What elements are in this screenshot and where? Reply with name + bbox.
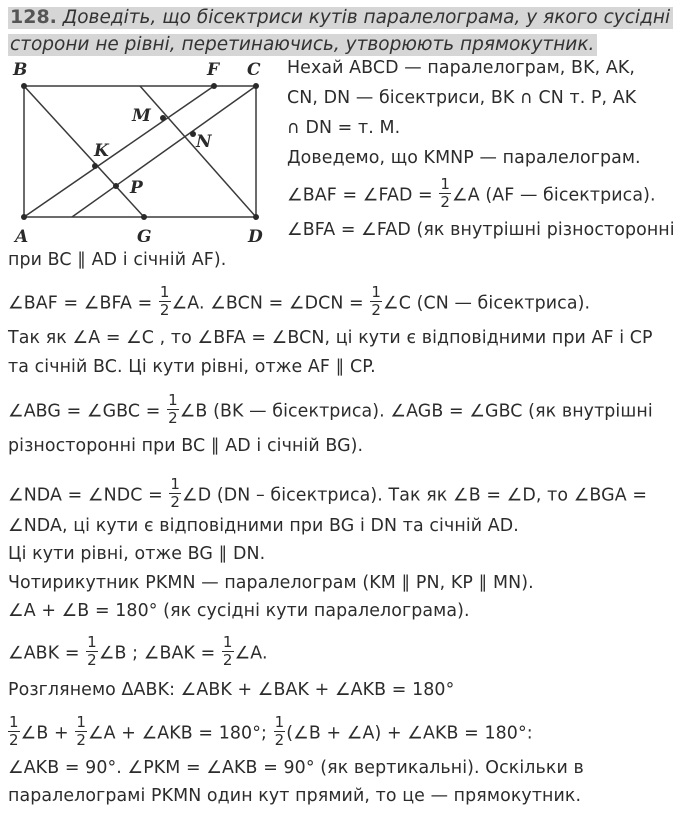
solution-line-5 <box>287 175 656 211</box>
fraction-denominator: 2 <box>170 493 181 511</box>
fraction-numerator: 1 <box>76 713 86 731</box>
solution-line-9: Так як ∠A = ∠C , то ∠BFA = ∠BCN, ці кути є відповідними при AF і CP <box>8 328 653 348</box>
text-segment: (∠B + ∠A) + ∠AKB = 180°: <box>286 723 533 744</box>
solution-line-11 <box>8 391 653 427</box>
text-segment: ∠A. <box>234 643 268 664</box>
fraction-half <box>8 714 20 749</box>
text-segment: ∠ABG = ∠GBC = <box>8 401 167 422</box>
fraction-half <box>167 392 179 427</box>
text-segment: ∠B + <box>20 723 75 744</box>
label-m: M <box>132 106 151 126</box>
label-f: F <box>207 60 220 80</box>
fraction-half <box>370 284 382 319</box>
fraction-numerator: 1 <box>159 283 170 301</box>
fraction-half <box>159 284 171 319</box>
problem-line-1: Доведіть, що бісектриси кутів паралелограма, у якого сусідні <box>62 7 671 28</box>
point-b <box>21 83 27 89</box>
fraction-denominator: 2 <box>87 651 97 669</box>
fraction-numerator: 1 <box>168 391 178 409</box>
solution-line-3: ∩ DN = т. M. <box>287 118 401 138</box>
fraction-numerator: 1 <box>9 713 19 731</box>
point-f <box>211 83 217 89</box>
fraction-denominator: 2 <box>159 301 170 319</box>
fraction-half <box>439 176 451 211</box>
fraction-denominator: 2 <box>274 731 285 749</box>
point-c <box>253 83 259 89</box>
solution-line-18 <box>8 633 268 669</box>
text-segment: ∠A. ∠BCN = ∠DCN = <box>171 293 370 314</box>
solution-line-15: Ці кути рівні, отже BG ∥ DN. <box>8 544 266 564</box>
text-segment: ∠BAF = ∠FAD = <box>287 185 439 206</box>
problem-highlight <box>8 7 673 29</box>
fraction-numerator: 1 <box>440 175 451 193</box>
text-segment: ∠NDA = ∠NDC = <box>8 485 169 506</box>
solution-line-22: паралелограмі PKMN один кут прямий, то це — прямокутник. <box>8 786 582 806</box>
fraction-numerator: 1 <box>371 283 382 301</box>
solution-line-13 <box>8 475 648 511</box>
fraction-denominator: 2 <box>440 193 451 211</box>
point-k <box>92 163 98 169</box>
solution-line-2: CN, DN — бісектриси, BK ∩ CN т. P, AK <box>287 88 637 108</box>
bisector-af <box>24 86 214 217</box>
fraction-denominator: 2 <box>371 301 382 319</box>
fraction-half <box>75 714 87 749</box>
solution-line-21: ∠AKB = 90°. ∠PKM = ∠AKB = 90° (як вертикальні). Оскільки в <box>8 758 584 778</box>
fraction-denominator: 2 <box>222 651 233 669</box>
fraction-half <box>169 476 181 511</box>
label-d: D <box>248 227 263 247</box>
solution-line-20 <box>8 713 533 749</box>
solution-line-1: Нехай ABCD — паралелограм, BK, AK, <box>287 58 635 78</box>
fraction-numerator: 1 <box>170 475 181 493</box>
fraction-denominator: 2 <box>76 731 86 749</box>
point-g <box>141 214 147 220</box>
text-segment: ∠A (AF — бісектриса). <box>452 185 656 206</box>
label-p: P <box>130 178 143 198</box>
problem-number: 128. <box>10 6 57 28</box>
problem-statement <box>8 4 688 58</box>
solution-line-10: та січній BC. Ці кути рівні, отже AF ∥ CP. <box>8 357 376 377</box>
text-segment: ∠C (CN — бісектриса). <box>383 293 591 314</box>
problem-line-2: сторони не рівні, перетинаючись, утворюють прямокутник. <box>10 34 595 55</box>
text-segment: ∠A + ∠AKB = 180°; <box>87 723 273 744</box>
text-segment: ∠D (DN – бісектриса). Так як ∠B = ∠D, то ∠BGA = <box>182 485 648 506</box>
label-k: K <box>94 141 109 161</box>
text-segment: ∠ABK = <box>8 643 86 664</box>
fraction-numerator: 1 <box>87 633 97 651</box>
solution-line-14: ∠NDA, ці кути є відповідними при BG і DN та січній AD. <box>8 516 519 536</box>
bisector-bg <box>24 86 144 217</box>
solution-line-7: при BC ∥ AD і січній AF). <box>8 250 227 270</box>
problem-highlight-2 <box>8 34 597 56</box>
fraction-numerator: 1 <box>222 633 233 651</box>
solution-line-12: різносторонні при BC ∥ AD і січній BG). <box>8 436 364 456</box>
solution-line-19: Розглянемо ΔABK: ∠ABK + ∠BAK + ∠AKB = 180° <box>8 680 455 700</box>
solution-line-16: Чотирикутник PKMN — паралелограм (KM ∥ PN, KP ∥ MN). <box>8 573 534 593</box>
solution-line-4: Доведемо, що KMNP — паралелограм. <box>287 148 641 168</box>
fraction-denominator: 2 <box>9 731 19 749</box>
point-p <box>113 183 119 189</box>
label-c: C <box>247 60 261 80</box>
solution-line-17: ∠A + ∠B = 180° (як сусідні кути паралелограма). <box>8 601 470 621</box>
label-a: A <box>15 227 29 247</box>
fraction-half <box>222 634 234 669</box>
fraction-half <box>274 714 286 749</box>
text-segment: ∠B ; ∠BAK = <box>98 643 221 664</box>
fraction-numerator: 1 <box>274 713 285 731</box>
text-segment: ∠BAF = ∠BFA = <box>8 293 158 314</box>
label-n: N <box>196 132 212 152</box>
point-d <box>253 214 259 220</box>
label-b: B <box>13 60 28 80</box>
point-a <box>21 214 27 220</box>
fraction-denominator: 2 <box>168 409 178 427</box>
parallelogram-figure <box>10 56 275 252</box>
solution-line-8 <box>8 283 591 319</box>
label-g: G <box>137 227 152 247</box>
solution-line-6: ∠BFA = ∠FAD (як внутрішні різносторонні <box>287 220 675 240</box>
text-segment: ∠B (BK — бісектриса). ∠AGB = ∠GBC (як внутрішні <box>179 401 653 422</box>
point-m <box>160 115 166 121</box>
fraction-half <box>86 634 98 669</box>
